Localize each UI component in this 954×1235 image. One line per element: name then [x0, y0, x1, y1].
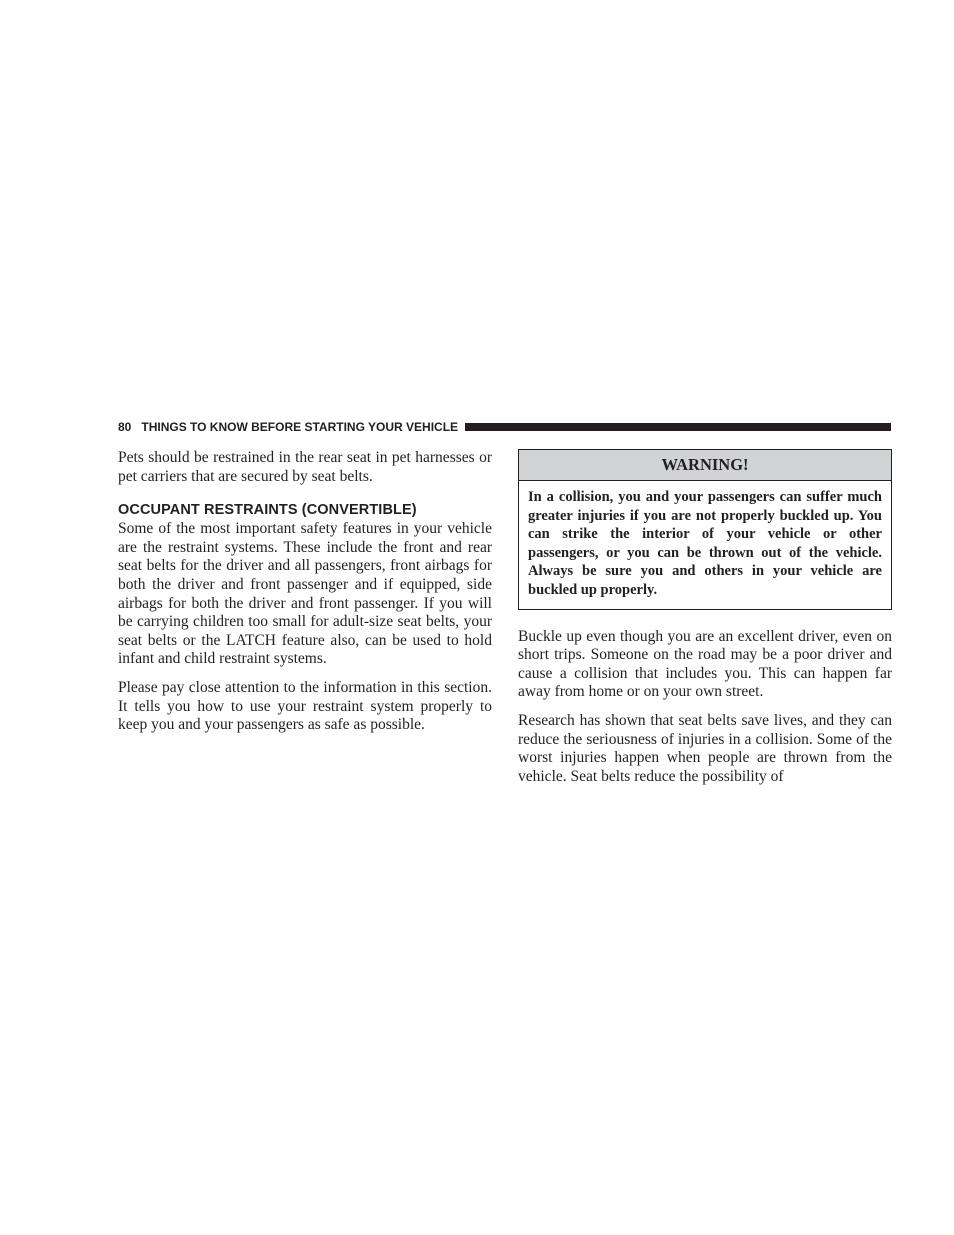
- pets-paragraph: Pets should be restrained in the rear seat in pet harnesses or pet carriers that are secured by seat belts.: [118, 449, 492, 485]
- restraint-systems-paragraph: Some of the most important safety features in your vehicle are the restraint systems. These include the front and rear seat belts for the driver and all passengers, front airbags for both the driver and front passenger and if equipped, side airbags for both the driver and front passenger. If you will be carrying children too small for adult-size seat belts, your seat belts or the LATCH feature also, can be used to hold infant and child restraint systems.: [118, 520, 492, 668]
- research-paragraph: Research has shown that seat belts save lives, and they can reduce the seriousness of injuries in a collision. Some of the worst injuries happen when people are thrown from the vehicle. Seat belts reduce the possibility of: [518, 711, 892, 785]
- warning-text: In a collision, you and your passengers can suffer much greater injuries if you are not properly buckled up. You can strike the interior of your vehicle or other passengers, or you can be thrown out of the vehicle. Always be sure you and others in your vehicle are buckled up properly.: [528, 489, 882, 598]
- occupant-restraints-heading: OCCUPANT RESTRAINTS (CONVERTIBLE): [118, 502, 417, 519]
- page-number: 80: [118, 420, 132, 434]
- header-rule: [465, 423, 891, 431]
- warning-box: [518, 449, 892, 610]
- section-title: THINGS TO KNOW BEFORE STARTING YOUR VEHICLE: [141, 420, 459, 434]
- warning-title: WARNING!: [519, 450, 891, 481]
- buckle-up-paragraph: Buckle up even though you are an excellent driver, even on short trips. Someone on the road may be a poor driver and cause a collision that includes you. This can happen far away from home or on your own street.: [518, 627, 892, 701]
- attention-paragraph: Please pay close attention to the information in this section. It tells you how to use your restraint system properly to keep you and your passengers as safe as possible.: [118, 678, 492, 734]
- page-header: [118, 419, 891, 435]
- right-column: [518, 449, 892, 796]
- left-column: [118, 449, 492, 745]
